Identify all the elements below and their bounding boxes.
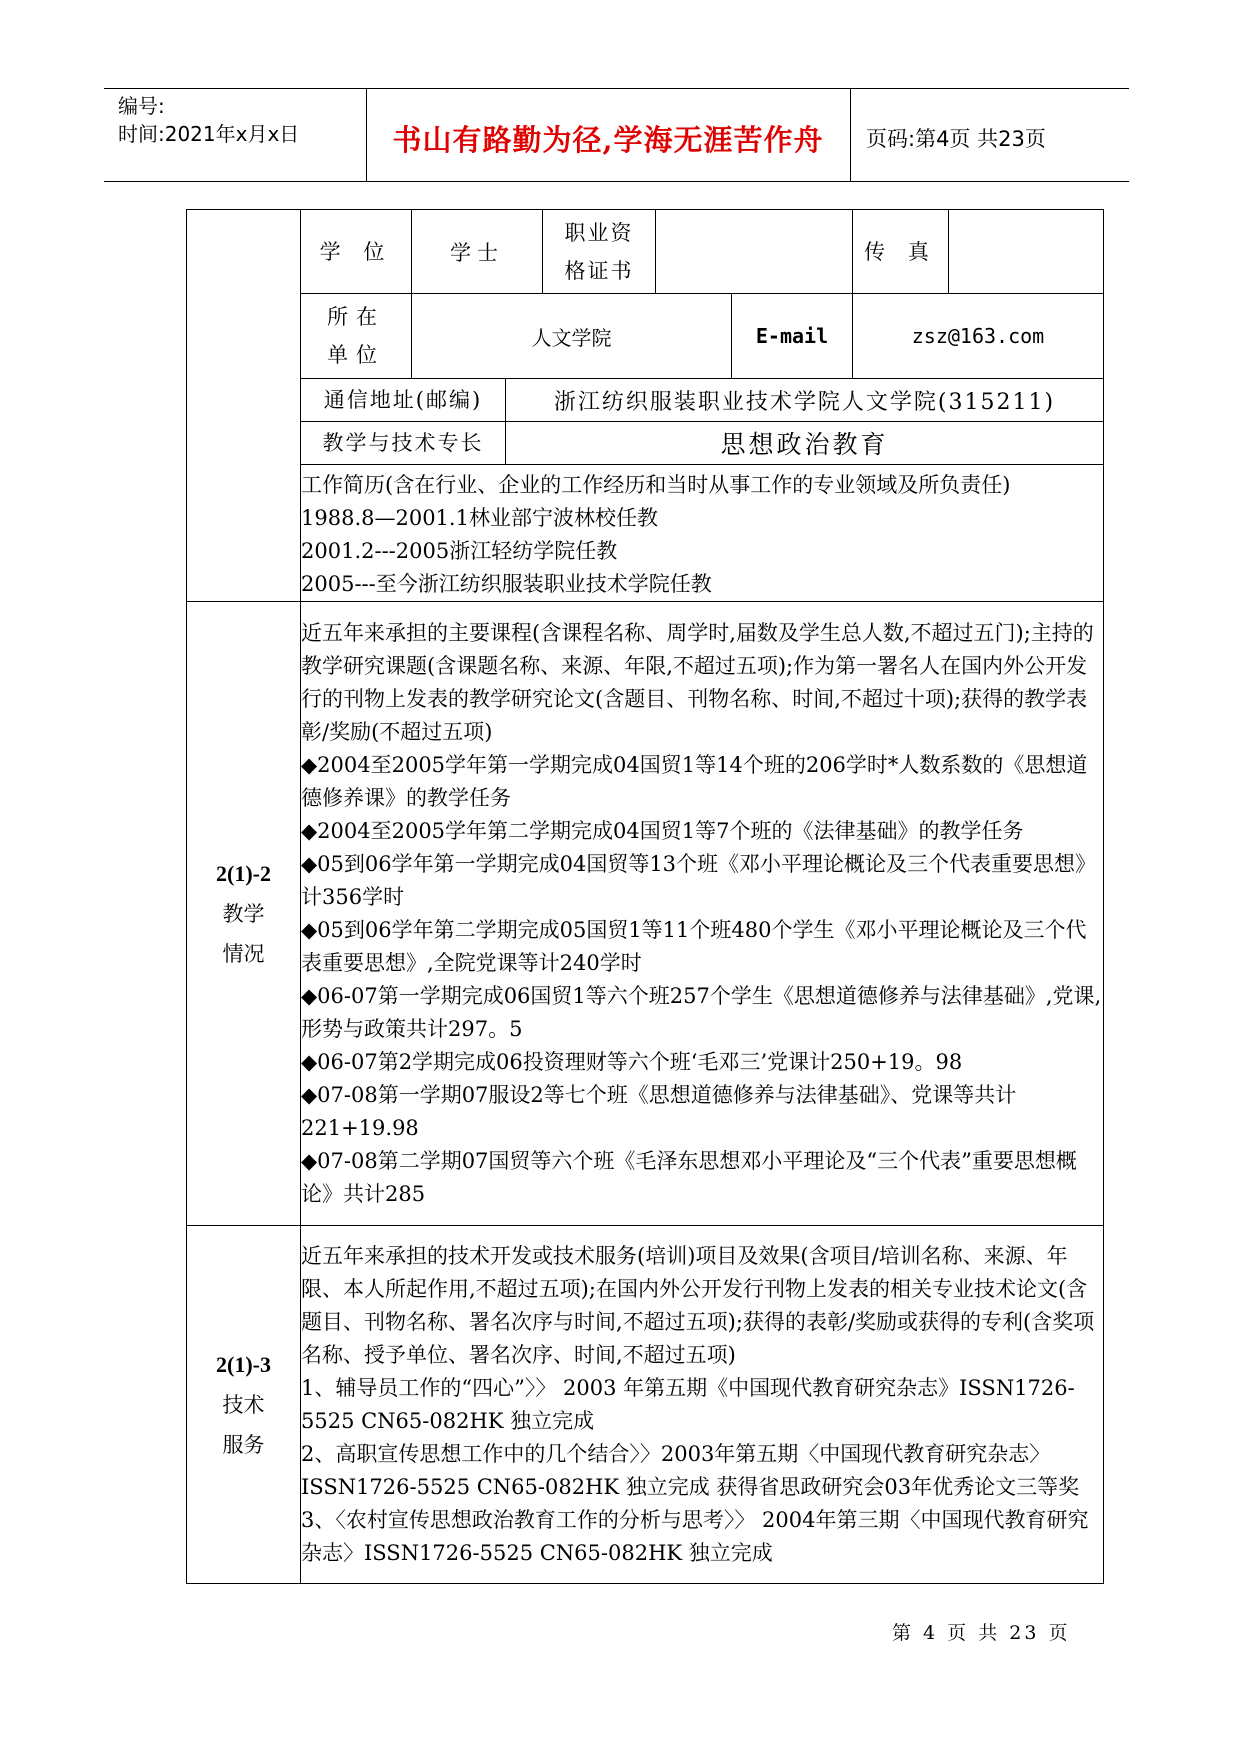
side-blank-cell (187, 210, 301, 602)
number-label: 编号: (118, 94, 165, 118)
email-label: E-mail (732, 294, 853, 379)
work-history-heading: 工作简历(含在行业、企业的工作经历和当时从事工作的专业领域及所负责任) (301, 473, 1011, 497)
header-page-info: 页码:第4页 共23页 (866, 127, 1046, 151)
teaching-section-label (187, 602, 301, 1226)
service-title: 服务 (222, 1432, 265, 1457)
email-value: zsz@163.com (853, 294, 1104, 379)
header-motto: 书山有路勤为径,学海无涯苦作舟 (392, 123, 824, 157)
teaching-item: ◆06-07第2学期完成06投资理财等六个班‘毛邓三’党课计250+19。98 (301, 1049, 963, 1074)
specialty-value: 思想政治教育 (506, 422, 1104, 465)
work-history-line: 1988.8—2001.1林业部宁波林校任教 (301, 506, 658, 530)
work-history-line: 2001.2---2005浙江轻纺学院任教 (301, 539, 618, 563)
teaching-intro: 近五年来承担的主要课程(含课程名称、周学时,届数及学生总人数,不超过五门);主持的教学研究课题(含课题名称、来源、年限,不超过五项);作为第一署名人在国内外公开发行的刊物上发表的教学研究论文(含题目、刊物名称、时间,不超过十项);获得的教学表彰/奖励(不超过五项) (301, 620, 1094, 744)
degree-label: 学 位 (301, 210, 412, 294)
service-content-cell (301, 1226, 1104, 1584)
teaching-item: ◆2004至2005学年第二学期完成04国贸1等7个班的《法律基础》的教学任务 (301, 818, 1024, 843)
teaching-item: ◆06-07第一学期完成06国贸1等六个班257个学生《思想道德修养与法律基础》,党课,形势与政策共计297。5 (301, 983, 1102, 1041)
profile-table (186, 209, 1104, 1584)
service-item: 2、高职宣传思想工作中的几个结合〉〉2003年第五期〈中国现代教育研究杂志〉ISSN1726-5525 CN65-082HK 独立完成 获得省思政研究会03年优秀论文三等奖 (301, 1441, 1080, 1499)
degree-value: 学士 (412, 210, 543, 294)
teaching-code: 2(1)-2 (216, 860, 271, 886)
fax-value (949, 210, 1104, 294)
specialty-label: 教学与技术专长 (301, 422, 506, 465)
teaching-item: ◆05到06学年第一学期完成04国贸等13个班《邓小平理论概论及三个代表重要思想》计356学时 (301, 851, 1097, 909)
service-item: 3、〈农村宣传思想政治教育工作的分析与思考〉〉 2004年第三期〈中国现代教育研究杂志〉ISSN1726-5525 CN65-082HK 独立完成 (301, 1507, 1089, 1565)
teaching-content-cell (301, 602, 1104, 1226)
header-bottom-rule (104, 181, 1129, 182)
header-divider (850, 89, 851, 181)
service-code: 2(1)-3 (216, 1351, 271, 1377)
service-intro: 近五年来承担的技术开发或技术服务(培训)项目及效果(含项目/培训名称、来源、年限、本人所起作用,不超过五项);在国内外公开发行刊物上发表的相关专业技术论文(含题目、刊物名称、署名次序与时间,不超过五项);获得的表彰/奖励或获得的专利(含奖项名称、授予单位、署名次序、时间,不超过五项) (301, 1243, 1095, 1367)
work-history-line: 2005---至今浙江纺织服装职业技术学院任教 (301, 572, 712, 596)
work-history-cell (301, 465, 1104, 602)
teaching-item: ◆2004至2005学年第一学期完成04国贸1等14个班的206学时*人数系数的《思想道德修养课》的教学任务 (301, 752, 1088, 810)
cert-value (656, 210, 853, 294)
service-title: 技术 (222, 1392, 265, 1417)
teaching-title: 情况 (222, 941, 265, 966)
teaching-item: ◆07-08第一学期07服设2等七个班《思想道德修养与法律基础》、党课等共计221+19.98 (301, 1082, 1017, 1140)
cert-label: 职业资格证书 (543, 210, 656, 294)
teaching-item: ◆07-08第二学期07国贸等六个班《毛泽东思想邓小平理论及“三个代表”重要思想概论》共计285 (301, 1148, 1077, 1206)
fax-label: 传 真 (853, 210, 949, 294)
unit-label: 所在单位 (301, 294, 412, 379)
teaching-title: 教学 (222, 901, 265, 926)
teaching-item: ◆05到06学年第二学期完成05国贸1等11个班480个学生《邓小平理论概论及三个代表重要思想》,全院党课等计240学时 (301, 917, 1087, 975)
address-value: 浙江纺织服装职业技术学院人文学院(315211) (506, 379, 1104, 422)
header-meta (118, 92, 299, 148)
service-section-label (187, 1226, 301, 1584)
time-label: 时间:2021年x月x日 (118, 122, 300, 146)
unit-value: 人文学院 (412, 294, 732, 379)
header-top-rule (104, 88, 1129, 89)
service-item: 1、辅导员工作的“四心”〉〉 2003 年第五期《中国现代教育研究杂志》ISSN1726-5525 CN65-082HK 独立完成 (301, 1375, 1075, 1433)
address-label: 通信地址(邮编) (301, 379, 506, 422)
page-footer: 第 4 页 共 23 页 (892, 1622, 1071, 1644)
